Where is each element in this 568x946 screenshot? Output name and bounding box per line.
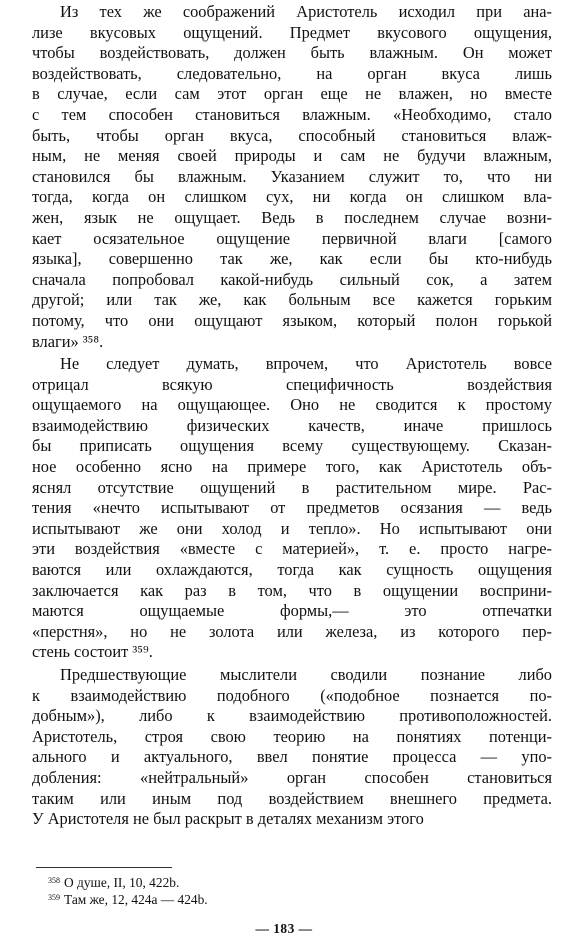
text-line: воздействовать, следовательно, на орган вкуса лишь — [32, 63, 552, 83]
text-line: другой; или так же, как больным все кажется горьким — [32, 290, 552, 310]
text-line: чтобы воздействовать, должен быть влажным. Он может — [32, 43, 552, 63]
text-line: испытывают же они холод и тепло». Но испытывают они — [32, 518, 552, 538]
text-line: языка], совершенно так же, как если бы кто-нибудь — [32, 249, 552, 269]
text-line: яснял отсутствие ощущений в растительном мире. Рас- — [32, 477, 552, 497]
text-line: стень состоит ³⁵⁹. — [32, 642, 153, 662]
text-line: «перстня», но не золота или железа, из которого пер- — [32, 621, 552, 641]
text-line: тогда, когда он слишком сух, ни когда он слишком вла- — [32, 187, 552, 207]
text-line: взаимодействию физических качеств, иначе пришлось — [32, 415, 552, 435]
text-line: ального и актуального, ввел понятие процесса — упо- — [32, 747, 552, 767]
text-line: быть, чтобы орган вкуса, способный становиться влаж- — [32, 125, 552, 145]
main-text — [32, 2, 552, 830]
text-line: потому, что они ощущают языком, который полон горькой — [32, 310, 552, 330]
text-line: Не следует думать, впрочем, что Аристотель вовсе — [60, 354, 552, 374]
text-line: добления: «нейтральный» орган способен становиться — [32, 767, 552, 787]
text-line: жен, язык не ощущает. Ведь в последнем случае возни- — [32, 207, 552, 227]
footnote-text: Там же, 12, 424a — 424b. — [64, 892, 208, 907]
text-line: ваются или охлаждаются, тогда как сущность ощущения — [32, 560, 552, 580]
text-line: ное особенно ясно на примере того, как Аристотель объ- — [32, 457, 552, 477]
text-line: Из тех же соображений Аристотель исходил при ана- — [60, 2, 552, 21]
text-line: маются ощущаемые формы,— это отпечатки — [32, 601, 552, 621]
text-line: У Аристотеля не был раскрыт в деталях механизм этого — [32, 809, 424, 829]
text-line: тения «нечто испытывают от предметов осязания — ведь — [32, 498, 552, 518]
text-line: становился бы влажным. Указанием служит то, что ни — [32, 166, 552, 186]
text-line: кает осязательное ощущение первичной влаги [самого — [32, 228, 552, 248]
text-line: бы приписать ощущения всему существующему. Сказан- — [32, 436, 552, 456]
footnote-text: О душе, II, 10, 422b. — [64, 875, 180, 890]
footnote-divider — [36, 867, 172, 868]
text-line: к взаимодействию подобного («подобное познается по- — [32, 685, 552, 705]
footnote — [48, 889, 208, 906]
text-line: ным, не меняя своей природы и сам не будучи влажным, — [32, 146, 552, 166]
text-line: лизе вкусовых ощущений. Предмет вкусового ощущения, — [32, 22, 552, 42]
text-line: таким или иным под воздействием внешнего предмета. — [32, 788, 552, 808]
text-line: сначала попробовал какой-нибудь сильный сок, а затем — [32, 269, 552, 289]
footnote-marker: 358 — [48, 876, 60, 885]
text-line: заключается как раз в том, что в ощущении восприни- — [32, 580, 552, 600]
text-line: ощущаемого на ощущающее. Оно не сводится к простому — [32, 395, 552, 415]
footnotes — [48, 872, 208, 906]
text-line: отрицал всякую специфичность воздействия — [32, 374, 552, 394]
text-line: влаги» ³⁵⁸. — [32, 331, 104, 351]
text-line: эти воздействия «вместе с материей», т. е. просто нагре- — [32, 539, 552, 559]
text-line: в случае, если сам этот орган еще не влажен, но вместе — [32, 84, 552, 104]
footnote — [48, 872, 208, 889]
text-line: добным»), либо к взаимодействию противоположностей. — [32, 706, 552, 726]
text-line: Предшествующие мыслители сводили познание либо — [60, 665, 552, 684]
page-number: — 183 — — [255, 921, 313, 936]
text-line: Аристотель, строя свою теорию на понятиях потенци- — [32, 726, 552, 746]
footnote-marker: 359 — [48, 893, 60, 902]
text-line: с тем способен становиться влажным. «Необходимо, стало — [32, 104, 552, 124]
